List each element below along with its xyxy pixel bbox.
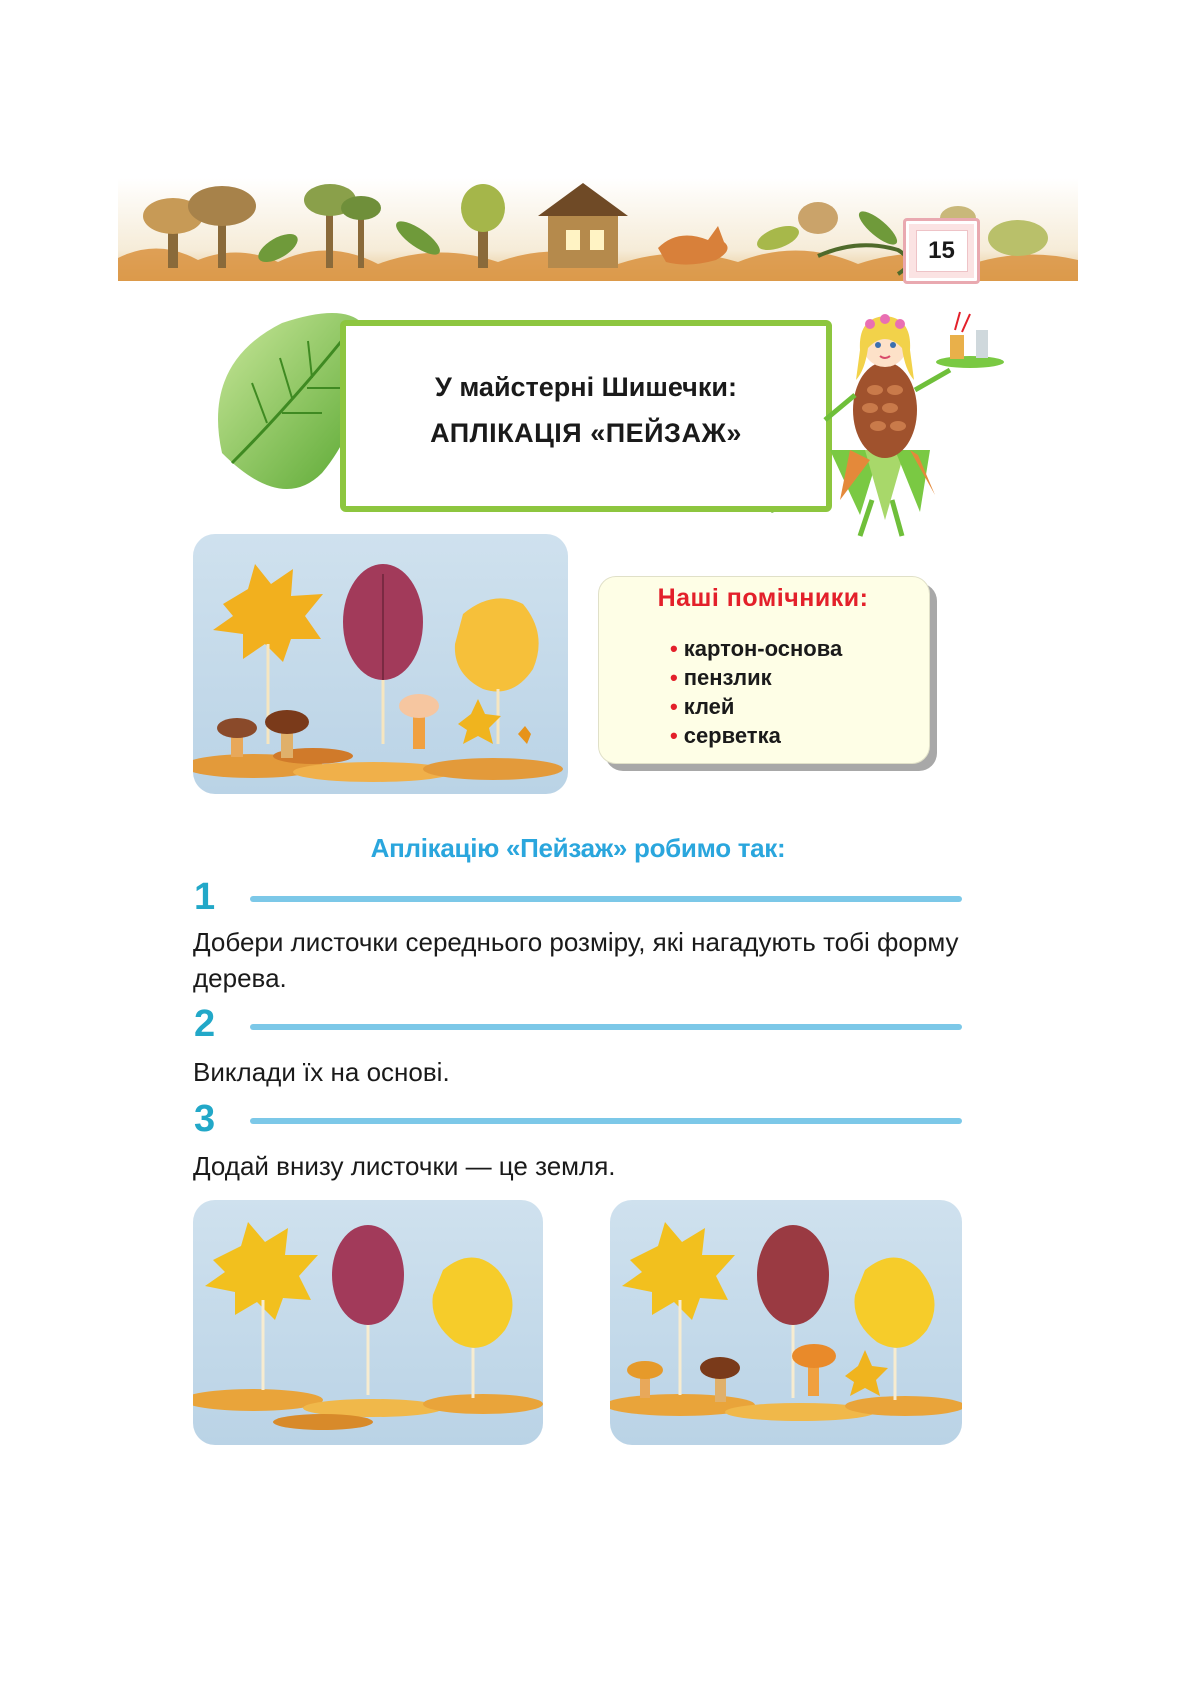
- step-divider: [250, 896, 962, 902]
- bullet-icon: •: [670, 665, 678, 690]
- instructions-heading: Аплікацію «Пейзаж» робимо так:: [370, 833, 786, 863]
- helper-item-label: серветка: [683, 723, 781, 748]
- bullet-icon: •: [670, 723, 678, 748]
- title-frame: [340, 320, 832, 512]
- bullet-icon: •: [670, 636, 678, 661]
- step-number: 2: [194, 1003, 216, 1045]
- applique-illustration: [193, 534, 568, 794]
- page-title: АПЛІКАЦІЯ «ПЕЙЗАЖ»: [430, 418, 742, 448]
- helper-item: [670, 636, 842, 662]
- step-divider: [250, 1024, 962, 1030]
- helper-item: [670, 723, 781, 749]
- helper-item: [670, 694, 734, 720]
- photo-step-ground: [610, 1200, 962, 1445]
- helper-item-label: картон-основа: [683, 636, 843, 661]
- photo-finished-applique: [193, 534, 568, 794]
- helper-item: [670, 665, 772, 691]
- step-number: 1: [194, 876, 216, 918]
- character-illustration: [810, 300, 1020, 545]
- applique-step-illustration: [193, 1200, 543, 1445]
- bullet-icon: •: [670, 694, 678, 719]
- applique-step-illustration: [610, 1200, 962, 1445]
- step-text: Добери листочки середнього розміру, які нагадують тобі форму дерева.: [193, 927, 959, 993]
- helper-item-label: пензлик: [683, 665, 772, 690]
- page-number: 15: [916, 230, 968, 272]
- photo-step-trees: [193, 1200, 543, 1445]
- helpers-title: Наші помічники:: [657, 584, 869, 612]
- helper-item-label: клей: [683, 694, 735, 719]
- step-divider: [250, 1118, 962, 1124]
- title-subheading: У майстерні Шишечки:: [435, 372, 737, 402]
- step-number: 3: [194, 1098, 216, 1140]
- page-number-badge: [903, 218, 980, 284]
- step-text: Додай внизу листочки — це земля.: [193, 1151, 616, 1181]
- step-text: Виклади їх на основі.: [193, 1057, 450, 1087]
